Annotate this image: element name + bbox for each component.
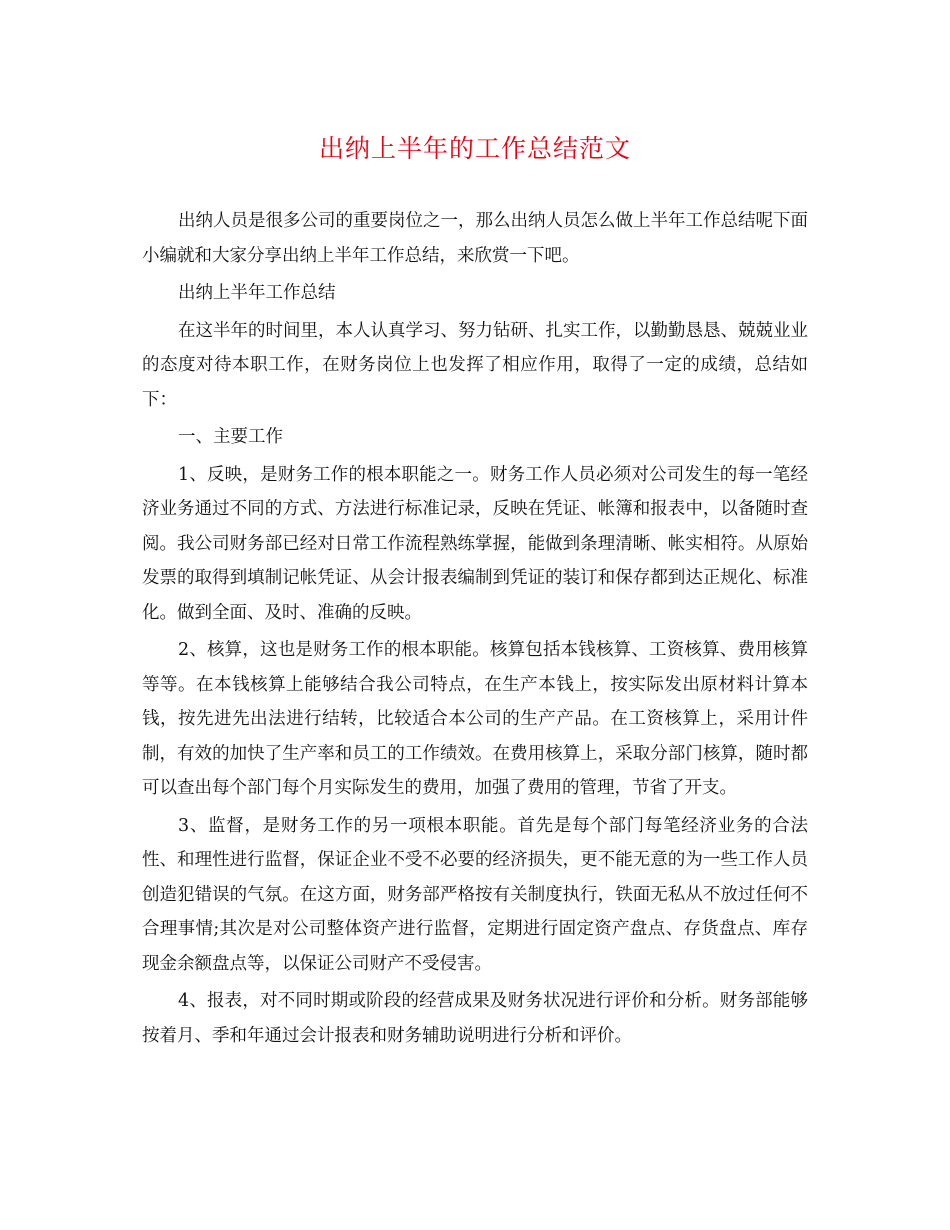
intro-paragraph: 出纳人员是很多公司的重要岗位之一，那么出纳人员怎么做上半年工作总结呢下面小编就和大家分享出纳上半年工作总结，来欣赏一下吧。 bbox=[142, 211, 808, 266]
document-body bbox=[142, 204, 808, 1056]
item-2-paragraph: 2、核算，这也是财务工作的根本职能。核算包括本钱核算、工资核算、费用核算等等。在本钱核算上能够结合我公司特点，在生产本钱上，按实际发出原材料计算本钱，按先进先出法进行结转，比较适合本公司的生产产品。在工资核算上，采用计件制，有效的加快了生产率和员工的工作绩效。在费用核算上，采取分部门核算，随时都可以查出每个部门每个月实际发生的费用，加强了费用的管理，节省了开支。 bbox=[142, 640, 808, 798]
item-4-paragraph: 4、报表，对不同时期或阶段的经营成果及财务状况进行评价和分析。财务部能够按着月、季和年通过会计报表和财务辅助说明进行分析和评价。 bbox=[142, 991, 808, 1046]
section-heading: 出纳上半年工作总结 bbox=[178, 283, 336, 303]
document-title: 出纳上半年的工作总结范文 bbox=[318, 134, 631, 163]
main-work-heading: 一、主要工作 bbox=[178, 427, 283, 447]
summary-paragraph: 在这半年的时间里，本人认真学习、努力钻研、扎实工作，以勤勤恳恳、兢兢业业的态度对待本职工作，在财务岗位上也发挥了相应作用，取得了一定的成绩，总结如下： bbox=[142, 320, 808, 410]
item-3-paragraph: 3、监督，是财务工作的另一项根本职能。首先是每个部门每笔经济业务的合法性、和理性进行监督，保证企业不受不必要的经济损失，更不能无意的为一些工作人员创造犯错误的气氛。在这方面，财务部严格按有关制度执行，铁面无私从不放过任何不合理事情;其次是对公司整体资产进行监督，定期进行固定资产盘点、存货盘点、库存现金余额盘点等，以保证公司财产不受侵害。 bbox=[142, 815, 808, 974]
item-1-paragraph: 1、反映，是财务工作的根本职能之一。财务工作人员必须对公司发生的每一笔经济业务通过不同的方式、方法进行标准记录，反映在凭证、帐簿和报表中，以备随时查阅。我公司财务部已经对日常工作流程熟练掌握，能做到条理清晰、帐实相符。从原始发票的取得到填制记帐凭证、从会计报表编制到凭证的装订和保存都到达正规化、标准化。做到全面、及时、准确的反映。 bbox=[142, 464, 808, 623]
